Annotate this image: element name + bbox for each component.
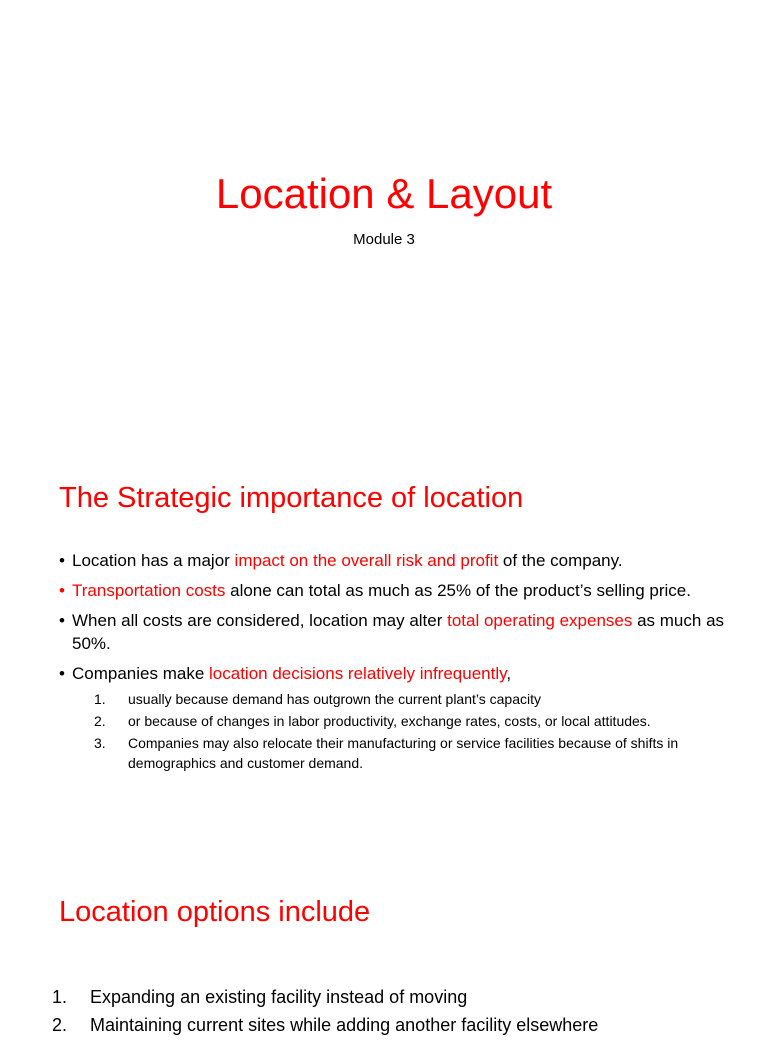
option-item: [52, 1013, 752, 1037]
bullet-dot-icon: •: [59, 664, 65, 683]
bullet-dot-icon: •: [59, 551, 65, 570]
sub-list-number: 3.: [94, 735, 106, 751]
bullet-item: [59, 549, 749, 572]
strategic-bullet-list: [59, 549, 749, 780]
sub-numbered-list: [72, 689, 749, 773]
sub-list-item: [72, 711, 749, 731]
highlighted-text: total operating expenses: [447, 611, 633, 630]
bullet-text: [72, 611, 724, 653]
option-item: [52, 985, 752, 1009]
bullet-item: [59, 662, 749, 773]
bullet-text: [72, 551, 623, 570]
bullet-text: [72, 581, 691, 600]
option-text: Expanding an existing facility instead of moving: [90, 987, 468, 1007]
page-subtitle: Module 3: [353, 231, 415, 248]
highlighted-text: location decisions relatively infrequently: [209, 664, 507, 683]
bullet-text: [72, 664, 511, 683]
section-heading-strategic: The Strategic importance of location: [59, 482, 524, 514]
text-segment: of the company.: [498, 551, 623, 570]
sub-list-item: [72, 689, 749, 709]
bullet-item: [59, 579, 749, 602]
option-number: 1.: [52, 987, 68, 1007]
option-number: 2.: [52, 1015, 68, 1035]
sub-list-text: Companies may also relocate their manufacturing or service facilities because of shifts in demographics and customer demand.: [128, 735, 679, 771]
text-segment: When all costs are considered, location may alter: [72, 611, 448, 630]
sub-list-item: [72, 733, 749, 773]
section-heading-options: Location options include: [59, 896, 371, 928]
option-text: Maintaining current sites while adding another facility elsewhere: [90, 1015, 599, 1035]
bullet-dot-icon: •: [59, 611, 65, 630]
bullet-item: [59, 609, 749, 655]
sub-list-text: or because of changes in labor productivity, exchange rates, costs, or local attitudes.: [128, 713, 651, 729]
options-numbered-list: [52, 985, 752, 1041]
highlighted-text: Transportation costs: [72, 581, 226, 600]
bullet-dot-icon: •: [59, 581, 65, 600]
text-segment: ,: [506, 664, 512, 683]
page-title: Location & Layout: [215, 170, 553, 217]
highlighted-text: impact on the overall risk and profit: [234, 551, 499, 570]
text-segment: Location has a major: [72, 551, 235, 570]
text-segment: Companies make: [72, 664, 210, 683]
sub-list-number: 2.: [94, 713, 106, 729]
sub-list-number: 1.: [94, 691, 106, 707]
sub-list-text: usually because demand has outgrown the current plant’s capacity: [128, 691, 541, 707]
text-segment: alone can total as much as 25% of the product’s selling price.: [225, 581, 691, 600]
text-segment: as much as 50%.: [72, 611, 725, 653]
